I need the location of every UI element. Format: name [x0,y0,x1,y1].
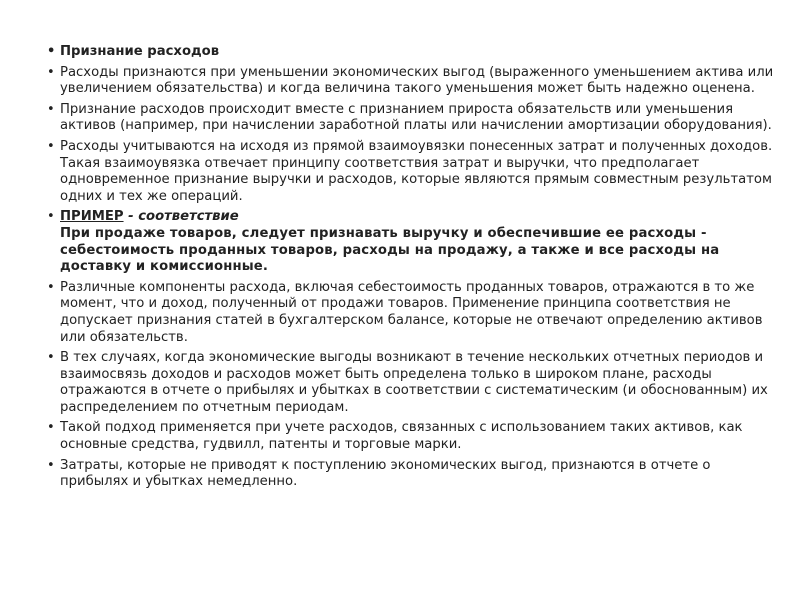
slide-bullet-list [47,44,777,495]
heading-text: Признание расходов [60,44,220,59]
bullet-icon: • [47,457,55,473]
item-text: В тех случаях, когда экономические выгоды возникают в течение нескольких отчетных периодов и взаимосвязь доходов и расходов может быть определена только в широком плане, расходы отражаются в отчете о прибылях и убытках в соответствии с систематическим (и обоснованным) их распределением по отчетным периодам. [60,350,768,415]
example-separator: - [123,209,139,225]
bullet-icon: • [47,420,55,436]
item-text: Расходы признаются при уменьшении экономических выгод (выраженного уменьшением актива или увеличением обязательства) и когда величина такого уменьшения может быть надежно оценена. [60,64,774,97]
item-text: Такой подход применяется при учете расходов, связанных с использованием таких активов, как основные средства, гудвилл, патенты и торговые марки. [60,420,743,453]
list-item [47,102,777,135]
list-item [47,350,777,416]
item-text: Различные компоненты расхода, включая себестоимость проданных товаров, отражаются в то же момент, что и доход, полученный от продажи товаров. Применение принципа соответствия не допускает признания статей в бухгалтерском балансе, которые не отвечают определению активов или обязательств. [60,279,763,345]
example-body: При продаже товаров, следует признавать выручку и обеспечившие ее расходы - себестоимость проданных товаров, расходы на продажу, а также и все расходы на доставку и комиссионные. [60,225,720,275]
bullet-icon: • [47,138,55,154]
example-title: соответствие [138,209,239,225]
list-item [47,65,777,98]
bullet-icon: • [47,44,56,59]
list-item-heading [47,44,777,61]
item-text: Затраты, которые не приводят к поступлению экономических выгод, признаются в отчете о прибылях и убытках немедленно. [60,457,711,490]
list-item [47,139,777,205]
item-text: Признание расходов происходит вместе с признанием прироста обязательств или уменьшения активов (например, при начислении заработной платы или начислении амортизации оборудования). [60,101,772,134]
list-item-example [47,209,777,275]
item-text: Расходы учитываются на исходя из прямой взаимоувязки понесенных затрат и полученных доходов. Такая взаимоувязка отвечает принципу соответствия затрат и выручки, что предполагает одновременное признание выручки и расходов, которые являются прямым совместным результатом одних и тех же операций. [60,138,773,204]
list-item [47,280,777,346]
bullet-icon: • [47,64,55,80]
list-item [47,420,777,453]
bullet-icon: • [47,279,55,295]
bullet-icon: • [47,350,55,366]
example-label: ПРИМЕР [60,209,124,225]
bullet-icon: • [47,101,55,117]
list-item [47,458,777,491]
bullet-icon: • [47,209,55,225]
